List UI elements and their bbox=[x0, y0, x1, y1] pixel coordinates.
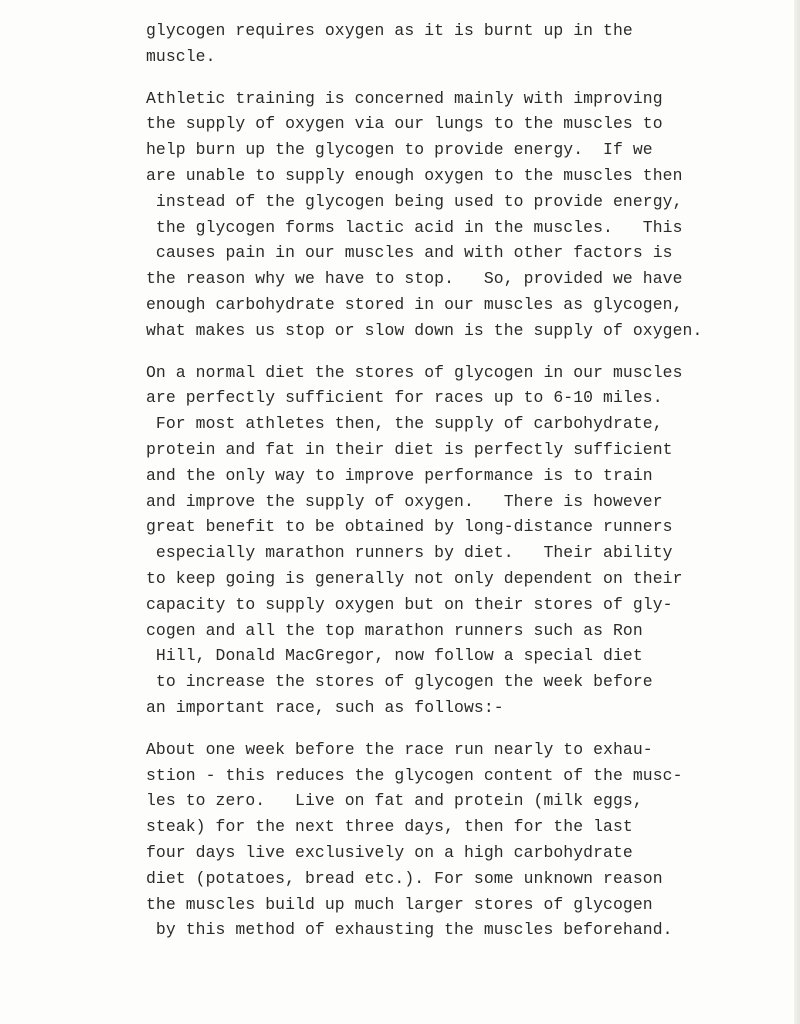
text-line: the glycogen forms lactic acid in the muscles. This bbox=[146, 217, 683, 237]
text-line: the supply of oxygen via our lungs to the muscles to bbox=[146, 114, 663, 134]
paragraph-1 bbox=[146, 18, 746, 70]
text-line: to increase the stores of glycogen the week before bbox=[146, 672, 653, 692]
text-line: About one week before the race run nearly to exhau- bbox=[146, 739, 653, 759]
text-line: For most athletes then, the supply of carbohydrate, bbox=[146, 414, 663, 434]
text-line: four days live exclusively on a high carbohydrate bbox=[146, 842, 633, 862]
text-line: to keep going is generally not only dependent on their bbox=[146, 568, 683, 588]
page-edge bbox=[794, 0, 800, 1024]
text-line: glycogen requires oxygen as it is burnt up in the bbox=[146, 21, 633, 40]
text-line: and improve the supply of oxygen. There is however bbox=[146, 491, 663, 511]
text-line: On a normal diet the stores of glycogen in our muscles bbox=[146, 362, 683, 382]
text-line: great benefit to be obtained by long-distance runners bbox=[146, 517, 673, 537]
text-line: stion - this reduces the glycogen content of the musc- bbox=[146, 765, 683, 785]
text-line: Hill, Donald MacGregor, now follow a special diet bbox=[146, 646, 643, 666]
text-line: especially marathon runners by diet. Their ability bbox=[146, 543, 673, 563]
text-line: are unable to supply enough oxygen to the muscles then bbox=[146, 165, 683, 185]
text-line: Athletic training is concerned mainly with improving bbox=[146, 88, 663, 108]
text-line: instead of the glycogen being used to provide energy, bbox=[146, 191, 683, 211]
text-line: capacity to supply oxygen but on their stores of gly- bbox=[146, 594, 673, 614]
text-line: enough carbohydrate stored in our muscles as glycogen, bbox=[146, 294, 683, 314]
text-line: les to zero. Live on fat and protein (milk eggs, bbox=[146, 791, 643, 811]
text-line: an important race, such as follows:- bbox=[146, 697, 504, 717]
text-line: are perfectly sufficient for races up to 6-10 miles. bbox=[146, 388, 663, 408]
text-line: cogen and all the top marathon runners such as Ron bbox=[146, 620, 643, 640]
paragraph-3 bbox=[146, 360, 746, 721]
typed-text-body bbox=[146, 18, 746, 943]
text-line: the reason why we have to stop. So, provided we have bbox=[146, 269, 683, 289]
text-line: causes pain in our muscles and with other factors is bbox=[146, 243, 673, 263]
paragraph-4 bbox=[146, 737, 746, 943]
text-line: and the only way to improve performance is to train bbox=[146, 465, 653, 485]
text-line: the muscles build up much larger stores of glycogen bbox=[146, 894, 653, 914]
text-line: steak) for the next three days, then for the last bbox=[146, 817, 633, 837]
text-line: what makes us stop or slow down is the supply of oxygen. bbox=[146, 320, 703, 340]
text-line: protein and fat in their diet is perfectly sufficient bbox=[146, 439, 673, 459]
paragraph-2 bbox=[146, 86, 746, 344]
text-line: muscle. bbox=[146, 46, 216, 66]
text-line: help burn up the glycogen to provide energy. If we bbox=[146, 140, 653, 160]
text-line: diet (potatoes, bread etc.). For some unknown reason bbox=[146, 868, 663, 888]
text-line: by this method of exhausting the muscles beforehand. bbox=[146, 920, 673, 940]
